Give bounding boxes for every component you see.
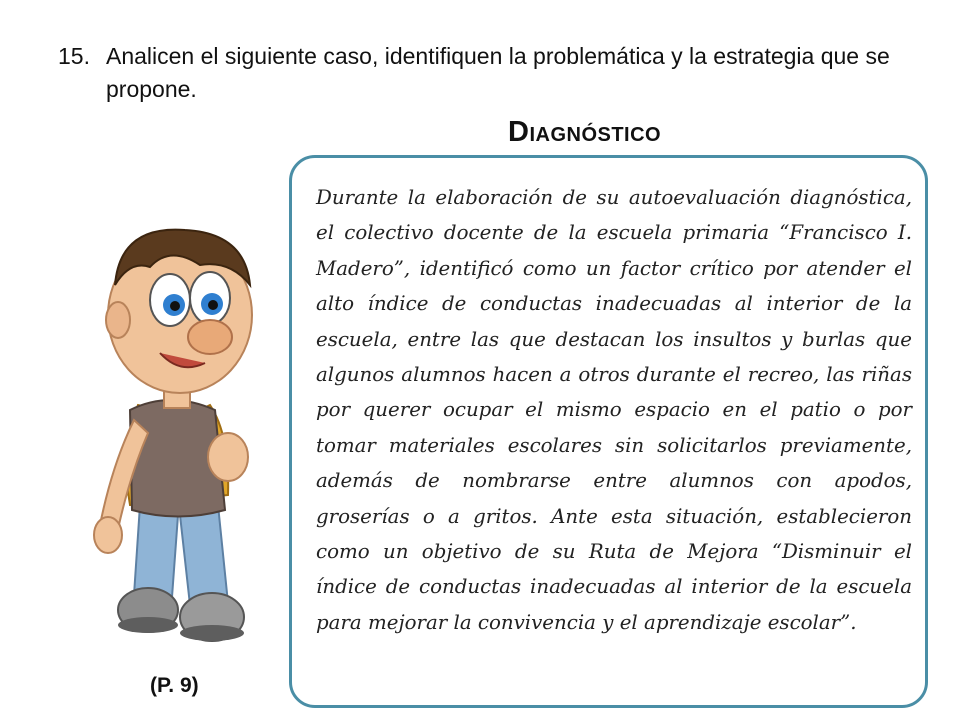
case-box	[289, 155, 928, 708]
cartoon-boy-illustration	[60, 205, 280, 675]
question-number: 15.	[58, 43, 90, 69]
question	[58, 40, 918, 106]
question-text: Analicen el siguiente caso, identifiquen la problemática y la estrategia que se propone.	[106, 43, 890, 102]
section-heading: Diagnóstico	[508, 116, 662, 148]
case-text: Durante la elaboración de su autoevaluación diagnóstica, el colectivo docente de la escuela primaria “Francisco I. Madero”, identificó como un factor crítico por atender el alto índice de conductas inadecuadas al interior de la escuela, entre las que destacan los insultos y burlas que algunos alumnos hacen a otros durante el recreo, las riñas por querer ocupar el mismo espacio en el patio o por tomar materiales escolares sin solicitarlos previamente, además de nombrarse entre alumnos con apodos, groserías o a gritos. Ante esta situación, establecieron como un objetivo de su Ruta de Mejora “Disminuir el índice de conductas inadecuadas al interior de la escuela para mejorar la convivencia y el aprendizaje escolar”.	[316, 186, 912, 634]
page-caption: (P. 9)	[150, 674, 199, 697]
